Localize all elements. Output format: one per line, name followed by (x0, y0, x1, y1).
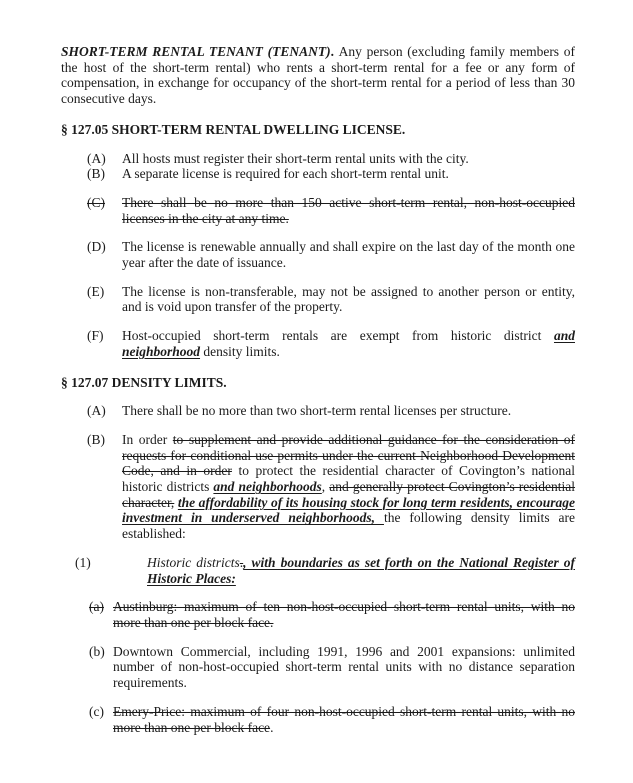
text-run: Austinburg: maximum of ten non-host-occupied short-term rental units, with no more than one per block face. (113, 599, 575, 630)
item-body (147, 555, 575, 586)
text-run: Historic districts (147, 554, 240, 570)
text-run: The license is renewable annually and shall expire on the last day of the month one year after the date of issuance. (122, 239, 575, 271)
item-127-05-d (61, 239, 575, 270)
text-run: The license is non-transferable, may not be assigned to another person or entity, and is void upon transfer of the property. (122, 283, 575, 315)
item-body (113, 599, 575, 630)
text-run: Emery-Price: maximum of four non-host-occupied short-term rental units, with no more than one per block face (113, 703, 575, 735)
text-run: . (239, 554, 244, 570)
text-run: There shall be no more than two short-term rental licenses per structure. (122, 403, 512, 419)
item-127-07-b-1-a-deleted (61, 599, 575, 630)
text-run: , with boundaries as set forth on the National Register of Historic Places: (147, 554, 575, 586)
item-label: (1) (75, 554, 91, 570)
document-body (61, 44, 575, 735)
text-run: All hosts must register their short-term rental units with the city. (122, 150, 469, 166)
item-body (122, 284, 575, 315)
item-label: (A) (87, 150, 106, 166)
section-heading-127-07 (61, 375, 575, 391)
text-run: A separate license is required for each short-term rental unit. (122, 166, 449, 182)
text-run: to supplement and provide additional guidance for the consideration of requests for conditional use permits under the current Neighborhood Development Code, and in order (122, 431, 575, 479)
item-body (122, 195, 575, 226)
item-127-07-b-1-b (61, 644, 575, 691)
section-heading-127-05 (61, 122, 575, 138)
text-run: and neighborhoods (213, 479, 322, 495)
item-label: (B) (87, 431, 105, 447)
item-body (122, 166, 575, 182)
item-127-07-b-1-c-deleted (61, 704, 575, 735)
item-127-05-f (61, 328, 575, 359)
text-run: In order (122, 431, 173, 447)
item-body (122, 151, 575, 167)
item-label: (c) (89, 703, 104, 719)
text-run: § 127.07 DENSITY LIMITS. (61, 374, 227, 390)
item-body (113, 644, 575, 691)
text-run: Any person (excluding family members of the host of the short-term rental) who rents a short-term rental for a fee or any form of compensation, in exchange for occupancy of the short-term rental for a period of less than 30 consecutive days. (61, 44, 575, 107)
definition-short-term-rental-tenant (61, 44, 575, 107)
item-label: (b) (89, 643, 105, 659)
item-127-07-a (61, 403, 575, 419)
item-label: (F) (87, 328, 104, 344)
text-run: to protect the residential character of Covington’s national historic districts (122, 463, 575, 495)
text-run: . (330, 44, 339, 59)
item-127-05-b (61, 166, 575, 182)
item-body (113, 704, 575, 735)
item-body (122, 239, 575, 270)
text-run: SHORT-TERM RENTAL TENANT (TENANT) (61, 44, 331, 59)
item-127-07-b-1 (61, 555, 575, 586)
item-127-05-e (61, 284, 575, 315)
text-run: There shall be no more than 150 active short-term rental, non-host-occupied licenses in the city at any time. (122, 194, 575, 226)
text-run: , (321, 479, 330, 495)
text-run: . (270, 719, 274, 735)
item-body (122, 328, 575, 359)
item-label: (E) (87, 283, 105, 299)
item-label: (a) (89, 599, 104, 615)
text-run: and generally protect Covington’s residential character, (122, 479, 576, 510)
item-label: (C) (87, 194, 105, 210)
text-run: density limits. (200, 343, 280, 359)
item-127-05-a (61, 151, 575, 167)
text-run: the following density limits are established: (122, 510, 575, 542)
item-127-07-b (61, 432, 575, 542)
text-run: Host-occupied short-term rentals are exempt from historic district (122, 328, 554, 344)
text-run: the affordability of its housing stock for long term residents, encourage investment in underserved neighborhoods, (122, 494, 576, 526)
item-127-05-c-deleted (61, 195, 575, 226)
text-run: Downtown Commercial, including 1991, 1996 and 2001 expansions: unlimited number of non-host-occupied short-term rental units with no distance separation requirements. (113, 643, 575, 691)
item-label: (B) (87, 166, 105, 182)
item-label: (D) (87, 239, 106, 255)
item-label: (A) (87, 403, 106, 419)
item-body (122, 403, 575, 419)
text-run: and neighborhood (122, 328, 575, 359)
text-run: § 127.05 SHORT-TERM RENTAL DWELLING LICENSE. (61, 121, 406, 137)
item-body (122, 432, 575, 542)
